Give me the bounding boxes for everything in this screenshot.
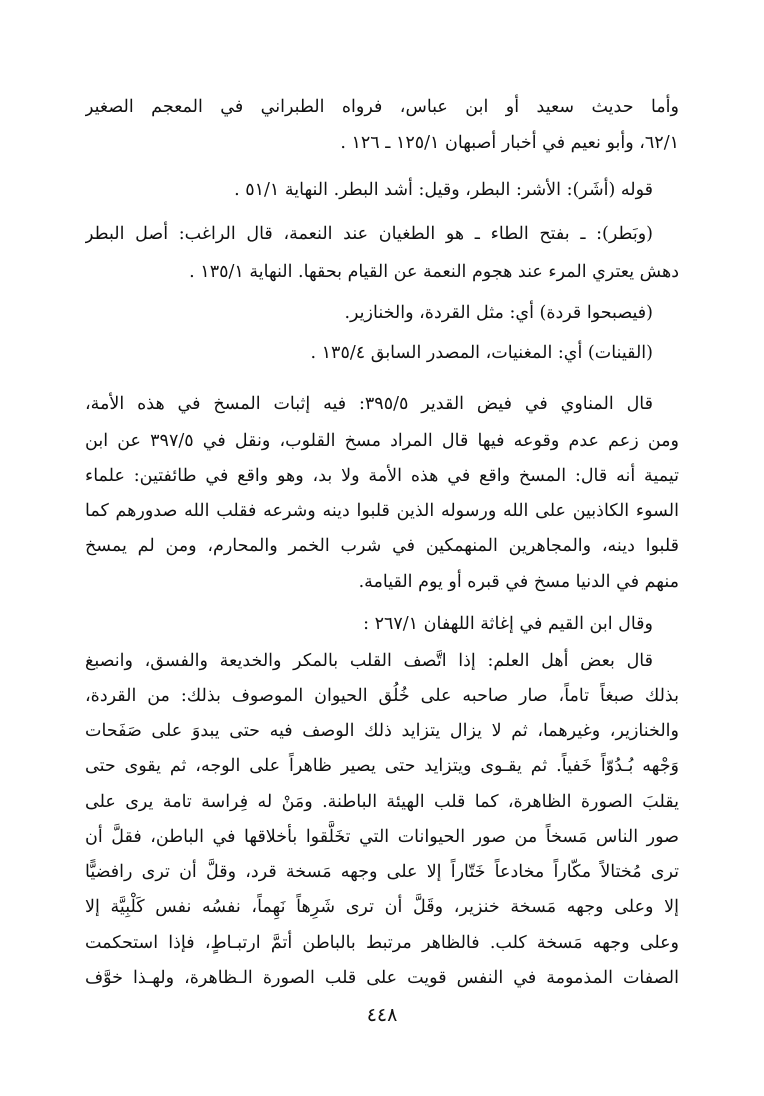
text-line: ترى مُختالاً مكّاراً مخادعاً خَتّاراً إلا على وجهه مَسخة قرد، وقلَّ أن ترى رافضيًّا bbox=[85, 862, 679, 882]
text-line: إلا وعلى وجهه مَسخة خنزير، وقَلَّ أن ترى شَرِهاً نَهِماً، نفسُه نفس كَلْبِيَّة إلا bbox=[85, 897, 679, 917]
text-line: صور الناس مَسخاً من صور الحيوانات التي تخَلَّقوا بأخلاقها في الباطن، فقلَّ أن bbox=[85, 827, 679, 847]
text-line: بذلك صبغاً تاماً، صار صاحبه على خُلُق الحيوان الموصوف بذلك: من القردة، bbox=[85, 686, 679, 706]
text-line: دهش يعتري المرء عند هجوم النعمة عن القيام بحقها. النهاية ١٣٥/١ . bbox=[189, 262, 679, 282]
text-line: قلبوا دينه، والمجاهرين المنهمكين في شرب الخمر والمحارم، ومن لم يمسخ bbox=[85, 536, 679, 556]
text-line: قال بعض أهل العلم: إذا اتَّصف القلب بالمكر والخديعة والفسق، وانصبغ bbox=[85, 651, 653, 671]
text-line: ٦٢/١، وأبو نعيم في أخبار أصبهان ١٢٥/١ ـ ١٢٦ . bbox=[340, 133, 679, 153]
text-line: وَجْهه بُـدُوّاً خَفياً. ثم يقـوى ويتزايد حتى يصير ظاهراً على الوجه، ثم يقوى حتى bbox=[85, 756, 679, 776]
text-line: وقال ابن القيم في إغاثة اللهفان ٢٦٧/١ : bbox=[363, 614, 653, 634]
text-line: (فيصبحوا قردة) أي: مثل القردة، والخنازير. bbox=[344, 303, 653, 323]
text-line: والخنازير، وغيرهما، ثم لا يزال يتزايد ذلك الوصف فيه حتى يبدوَ على صَفَحات bbox=[85, 721, 679, 741]
text-line: يقلبَ الصورة الظاهرة، كما قلب الهيئة الباطنة. ومَنْ له فِراسة تامة يرى على bbox=[85, 792, 679, 812]
text-line: (وبَطر): ـ بفتح الطاء ـ هو الطغيان عند النعمة، قال الراغب: أصل البطر bbox=[85, 224, 653, 244]
text-line: السوء الكاذبين على الله ورسوله الذين قلبوا دينه وشرعه فقلب الله صدورهم كما bbox=[85, 501, 679, 521]
text-line: وعلى وجهه مَسخة كلب. فالظاهر مرتبط بالباطن أتمَّ ارتبـاطٍ، فإذا استحكمت bbox=[85, 933, 679, 953]
text-line: الصفات المذمومة في النفس قويت على قلب الصورة الـظاهرة، ولهـذا خوَّف bbox=[85, 968, 679, 988]
page-number: ٤٤٨ bbox=[366, 1004, 398, 1026]
text-line: (القينات) أي: المغنيات، المصدر السابق ١٣٥/٤ . bbox=[310, 343, 653, 363]
text-line: قال المناوي في فيض القدير ٣٩٥/٥: فيه إثبات المسخ في هذه الأمة، bbox=[85, 394, 653, 414]
text-line: منهم في الدنيا مسخ في قبره أو يوم القيامة. bbox=[358, 572, 679, 592]
text-line: وأما حديث سعيد أو ابن عباس، فرواه الطبراني في المعجم الصغير bbox=[85, 97, 679, 117]
text-line: تيمية أنه قال: المسخ واقع في هذه الأمة ولا بد، وهو واقع في طائفتين: علماء bbox=[85, 466, 679, 486]
text-line: ومن زعم عدم وقوعه فيها قال المراد مسخ القلوب، ونقل في ٣٩٧/٥ عن ابن bbox=[85, 431, 679, 451]
text-line: قوله (أشَر): الأشر: البطر، وقيل: أشد البطر. النهاية ٥١/١ . bbox=[234, 180, 653, 200]
